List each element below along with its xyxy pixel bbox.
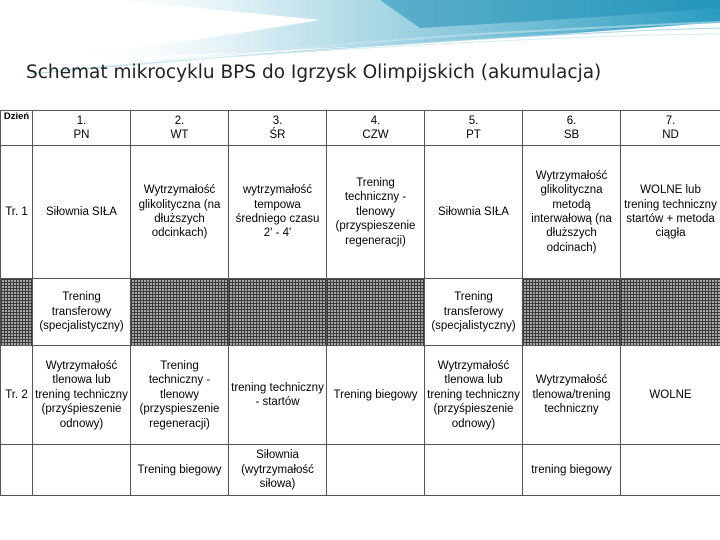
cell-tue-tr2: Trening techniczny - tlenowy (przyspieszenie regeneracji)	[131, 346, 229, 445]
cell-fri-tr2: Wytrzymałość tlenowa lub trening techniczny (przyśpieszenie odnowy)	[425, 346, 523, 445]
day-num: 2.	[174, 114, 185, 127]
hatched-cell	[229, 279, 327, 346]
hatched-cell	[1, 279, 33, 346]
cell-thu-tr1: Trening techniczny - tlenowy (przyspieszenie regeneracji)	[327, 146, 425, 279]
day-num: 4.	[370, 114, 381, 127]
hatched-cell	[131, 279, 229, 346]
cell-mon-transfer: Trening transferowy (specjalistyczny)	[33, 279, 131, 346]
cell-sat-tr2: Wytrzymałość tlenowa/trening techniczny	[523, 346, 621, 445]
day-header-1	[33, 111, 131, 146]
transfer-row	[1, 279, 720, 346]
day-abbr: PT	[466, 129, 481, 141]
day-header-4	[327, 111, 425, 146]
cell-wed-tr2: trening techniczny - startów	[229, 346, 327, 445]
day-header-6	[523, 111, 621, 146]
day-abbr: WT	[170, 129, 189, 141]
training-row-1	[1, 146, 720, 279]
cell-mon-tr2: Wytrzymałość tlenowa lub trening techniczny (przyśpieszenie odnowy)	[33, 346, 131, 445]
training-row-3	[1, 445, 720, 496]
cell-wed-tr3: Siłownia (wytrzymałość siłowa)	[229, 445, 327, 496]
cell-sun-tr2: WOLNE	[621, 346, 720, 445]
cell-mon-tr3	[33, 445, 131, 496]
corner-label: Dzień	[1, 111, 33, 146]
day-abbr: ND	[662, 129, 679, 141]
day-abbr: ŚR	[269, 129, 286, 141]
cell-wed-tr1: wytrzymałość tempowa średniego czasu 2' - 4'	[229, 146, 327, 279]
slide-title: Schemat mikrocyklu BPS do Igrzysk Olimpijskich (akumulacja)	[26, 62, 602, 83]
row-label-tr1: Tr. 1	[1, 146, 33, 279]
day-header-2	[131, 111, 229, 146]
training-row-2	[1, 346, 720, 445]
cell-empty	[1, 445, 33, 496]
day-abbr: SB	[563, 129, 580, 141]
cell-mon-tr1: Siłownia SIŁA	[33, 146, 131, 279]
cell-sat-tr3: trening biegowy	[523, 445, 621, 496]
day-num: 6.	[566, 114, 577, 127]
day-num: 7.	[665, 114, 676, 127]
cell-sun-tr1: WOLNE lub trening techniczny startów + metoda ciągła	[621, 146, 720, 279]
header-decoration	[0, 0, 720, 110]
header-row	[1, 111, 720, 146]
cell-tue-tr1: Wytrzymałość glikolityczna (na dłuższych odcinkach)	[131, 146, 229, 279]
day-abbr: CZW	[362, 129, 389, 141]
cell-tue-tr3: Trening biegowy	[131, 445, 229, 496]
cell-thu-tr3	[327, 445, 425, 496]
day-num: 5.	[468, 114, 479, 127]
cell-thu-tr2: Trening biegowy	[327, 346, 425, 445]
cell-fri-tr3	[425, 445, 523, 496]
cell-fri-transfer: Trening transferowy (specjalistyczny)	[425, 279, 523, 346]
row-label-tr2: Tr. 2	[1, 346, 33, 445]
day-abbr: PN	[73, 129, 90, 141]
hatched-cell	[327, 279, 425, 346]
day-num: 3.	[272, 114, 283, 127]
cell-fri-tr1: Siłownia SIŁA	[425, 146, 523, 279]
cell-sat-tr1: Wytrzymałość glikolityczna metodą interwałową (na dłuższych odcinach)	[523, 146, 621, 279]
day-num: 1.	[76, 114, 87, 127]
hatched-cell	[621, 279, 720, 346]
cell-sun-tr3	[621, 445, 720, 496]
day-header-3	[229, 111, 327, 146]
day-header-7	[621, 111, 720, 146]
schedule-table	[0, 110, 720, 496]
day-header-5	[425, 111, 523, 146]
hatched-cell	[523, 279, 621, 346]
